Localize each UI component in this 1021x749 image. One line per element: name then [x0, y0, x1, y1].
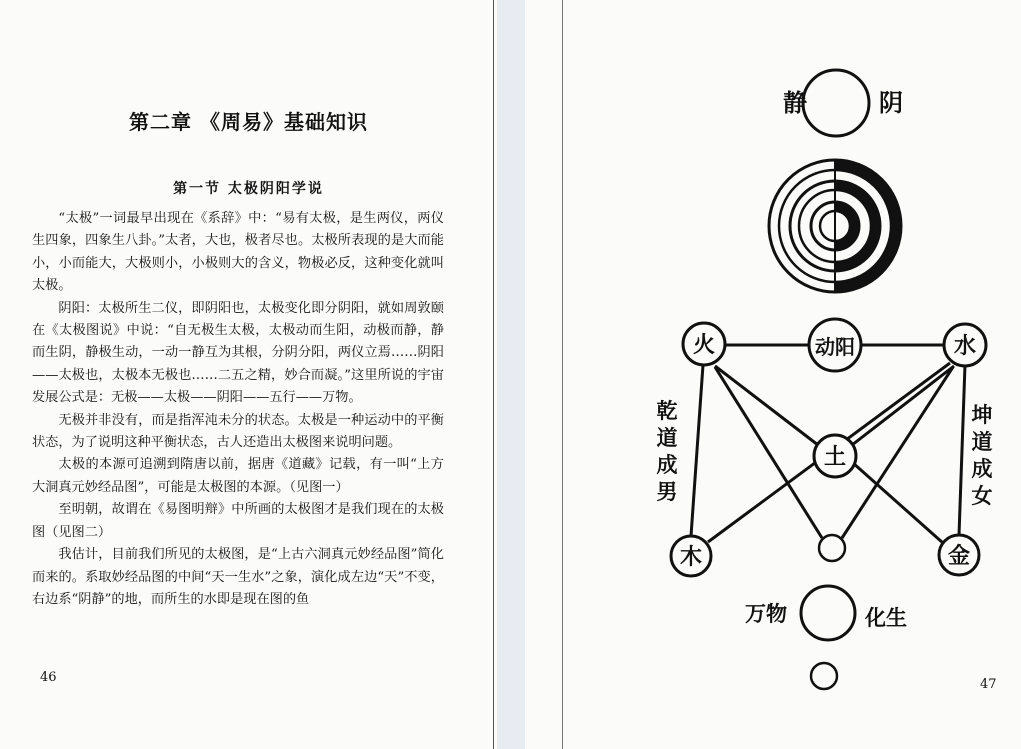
label-fire: 火 [692, 333, 716, 358]
chapter-title: 第二章 《周易》基础知识 [129, 110, 368, 134]
wanwu-circle [801, 586, 855, 640]
paragraph: 无极并非没有，而是指浑沌未分的状态。太极是一种运动中的平衡状态，为了说明这种平衡状态，古人还造出太极图来说明问题。 [32, 412, 444, 451]
label-dong-yang: 动阳 [815, 335, 855, 359]
svg-text:成: 成 [656, 453, 678, 477]
left-page [0, 0, 497, 749]
page-number-right: 47 [980, 677, 997, 692]
svg-text:女: 女 [971, 484, 993, 508]
qian-dao-cheng-nan [657, 399, 678, 504]
bottom-small-circle [811, 663, 837, 689]
label-metal: 金 [947, 544, 971, 569]
paragraph: 太极的本源可追溯到隋唐以前，据唐《道藏》记载，有一叫“上方大洞真元妙经品图”，可能是太极图的本源。（见图一） [32, 457, 444, 495]
label-huasheng: 化生 [865, 606, 907, 630]
yin-yang-rings [769, 160, 901, 292]
svg-text:道: 道 [656, 426, 678, 450]
small-circle [819, 535, 845, 561]
taiji-diagram [525, 0, 1021, 749]
paragraph: 阴阳：太极所生二仪，即阴阳也，太极变化即分阴阳，就如周敦颐在《太极图说》中说：“自无极生太极，太极动而生阳，动极而静，静而生阴，静极生动，一动一静互为其根，分阴分阳，两仪立焉……阴阳——太极也，太极本无极也……二五之精，妙合而凝。”这里所说的宇宙发展公式是：无极——太极——阴阳——五行——万物。 [32, 300, 444, 406]
label-water: 水 [953, 334, 977, 359]
svg-text:成: 成 [971, 457, 993, 481]
label-wood: 木 [679, 545, 703, 570]
wuji-circle [803, 70, 869, 136]
body-text [32, 208, 444, 611]
label-earth: 土 [823, 445, 847, 470]
paragraph: 我估计，目前我们所见的太极图，是“上古六洞真元妙经品图”简化而来的。系取妙经品图的中间“天一生水”之象，演化成左边“天”不变，右边系“阴静”的地，而所生的水即是现在图的鱼 [32, 547, 444, 607]
kun-dao-cheng-nv [972, 403, 993, 508]
svg-text:道: 道 [971, 430, 993, 454]
svg-text:坤: 坤 [971, 403, 993, 427]
paragraph: 至明朝，故谓在《易图明辩》中所画的太极图才是我们现在的太极图（见图二） [32, 502, 444, 540]
page-number-left: 46 [40, 670, 57, 685]
right-page [525, 0, 1021, 749]
svg-text:乾: 乾 [656, 399, 678, 423]
section-title: 第一节 太极阴阳学说 [173, 181, 324, 197]
label-yin: 阴 [879, 89, 903, 117]
left-page-edge [493, 0, 494, 749]
paragraph: “太极”一词最早出现在《系辞》中：“易有太极，是生两仪，两仪生四象，四象生八卦。”太者，大也，极者尽也。太极所表现的是大而能小，小而能大，大极则小，小极则大的含义，物极必反，这种变化就叫太极。 [32, 211, 444, 294]
label-wanwu: 万物 [745, 602, 787, 626]
svg-text:男: 男 [656, 480, 678, 504]
label-jing: 静 [783, 89, 807, 117]
